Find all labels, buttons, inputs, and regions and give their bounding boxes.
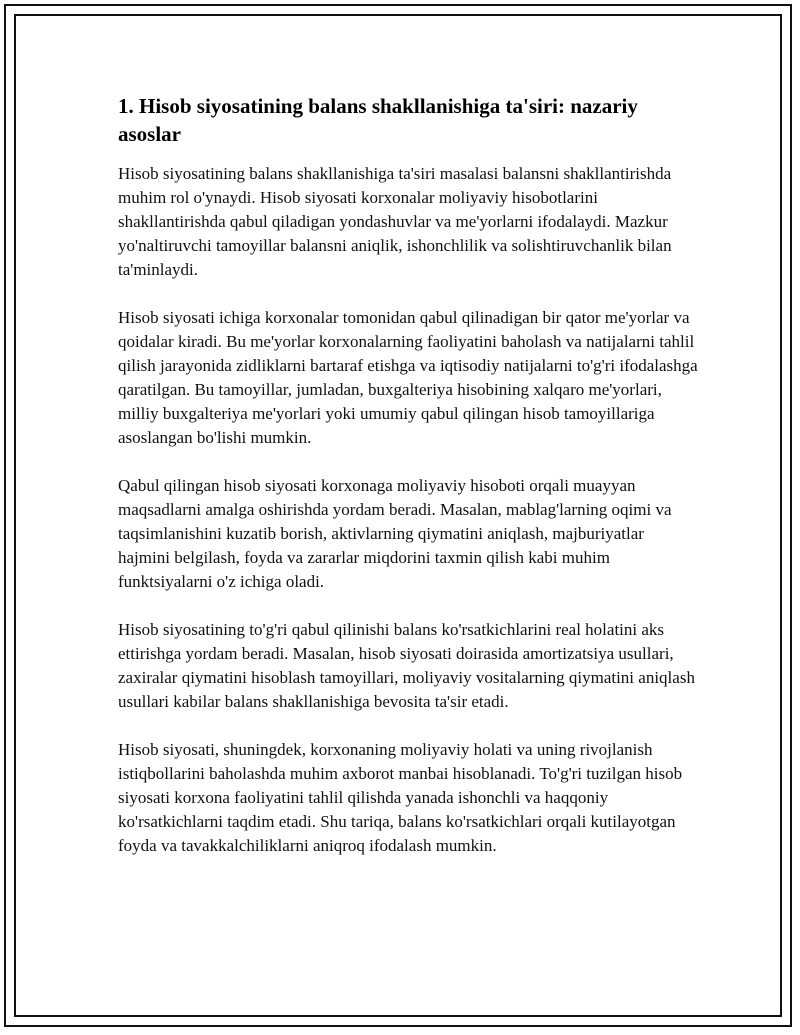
section-heading: 1. Hisob siyosatining balans shakllanishiga ta'siri: nazariy asoslar: [118, 94, 638, 146]
document-body: [118, 92, 698, 882]
paragraph-5: Hisob siyosati, shuningdek, korxonaning moliyaviy holati va uning rivojlanish istiqbollarini baholashda muhim axborot manbai hisoblanadi. To'g'ri tuzilgan hisob siyosati korxona faoliyatini tahlil qilishda yanada ishonchli va haqqoniy ko'rsatkichlarni taqdim etadi. Shu tariqa, balans ko'rsatkichlari orqali kutilayotgan foyda va tavakkalchiliklarni aniqroq ifodalash mumkin.: [118, 740, 683, 855]
paragraph-4: Hisob siyosatining to'g'ri qabul qilinishi balans ko'rsatkichlarini real holatini aks ettirishga yordam beradi. Masalan, hisob siyosati doirasida amortizatsiya usullari, zaxiralar qiymatini hisoblash tamoyillari, moliyaviy vositalarning qiymatini aniqlash usullari kabilar balans shakllanishiga bevosita ta'sir etadi.: [118, 620, 695, 711]
paragraph-1: Hisob siyosatining balans shakllanishiga ta'siri masalasi balansni shakllantirishda muhim rol o'ynaydi. Hisob siyosati korxonalar moliyaviy hisobotlarini shakllantirishda qabul qiladigan yondashuvlar va me'yorlarni ifodalaydi. Mazkur yo'naltiruvchi tamoyillar balansni aniqlik, ishonchlilik va solishtiruvchanlik bilan ta'minlaydi.: [118, 164, 672, 279]
paragraph-2: Hisob siyosati ichiga korxonalar tomonidan qabul qilinadigan bir qator me'yorlar va qoidalar kiradi. Bu me'yorlar korxonalarning faoliyatini baholash va natijalarni tahlil qilish jarayonida zidliklarni bartaraf etishga va iqtisodiy natijalarni to'g'ri ifodalashga qaratilgan. Bu tamoyillar, jumladan, buxgalteriya hisobining xalqaro me'yorlari, milliy buxgalteriya me'yorlari yoki umumiy qabul qilingan hisob tamoyillariga asoslangan bo'lishi mumkin.: [118, 308, 698, 447]
paragraph-3: Qabul qilingan hisob siyosati korxonaga moliyaviy hisoboti orqali muayyan maqsadlarni amalga oshirishda yordam beradi. Masalan, mablag'larning oqimi va taqsimlanishini kuzatib borish, aktivlarning qiymatini aniqlash, majburiyatlar hajmini belgilash, foyda va zararlar miqdorini taxmin qilish kabi muhim funktsiyalarni o'z ichiga oladi.: [118, 476, 672, 591]
